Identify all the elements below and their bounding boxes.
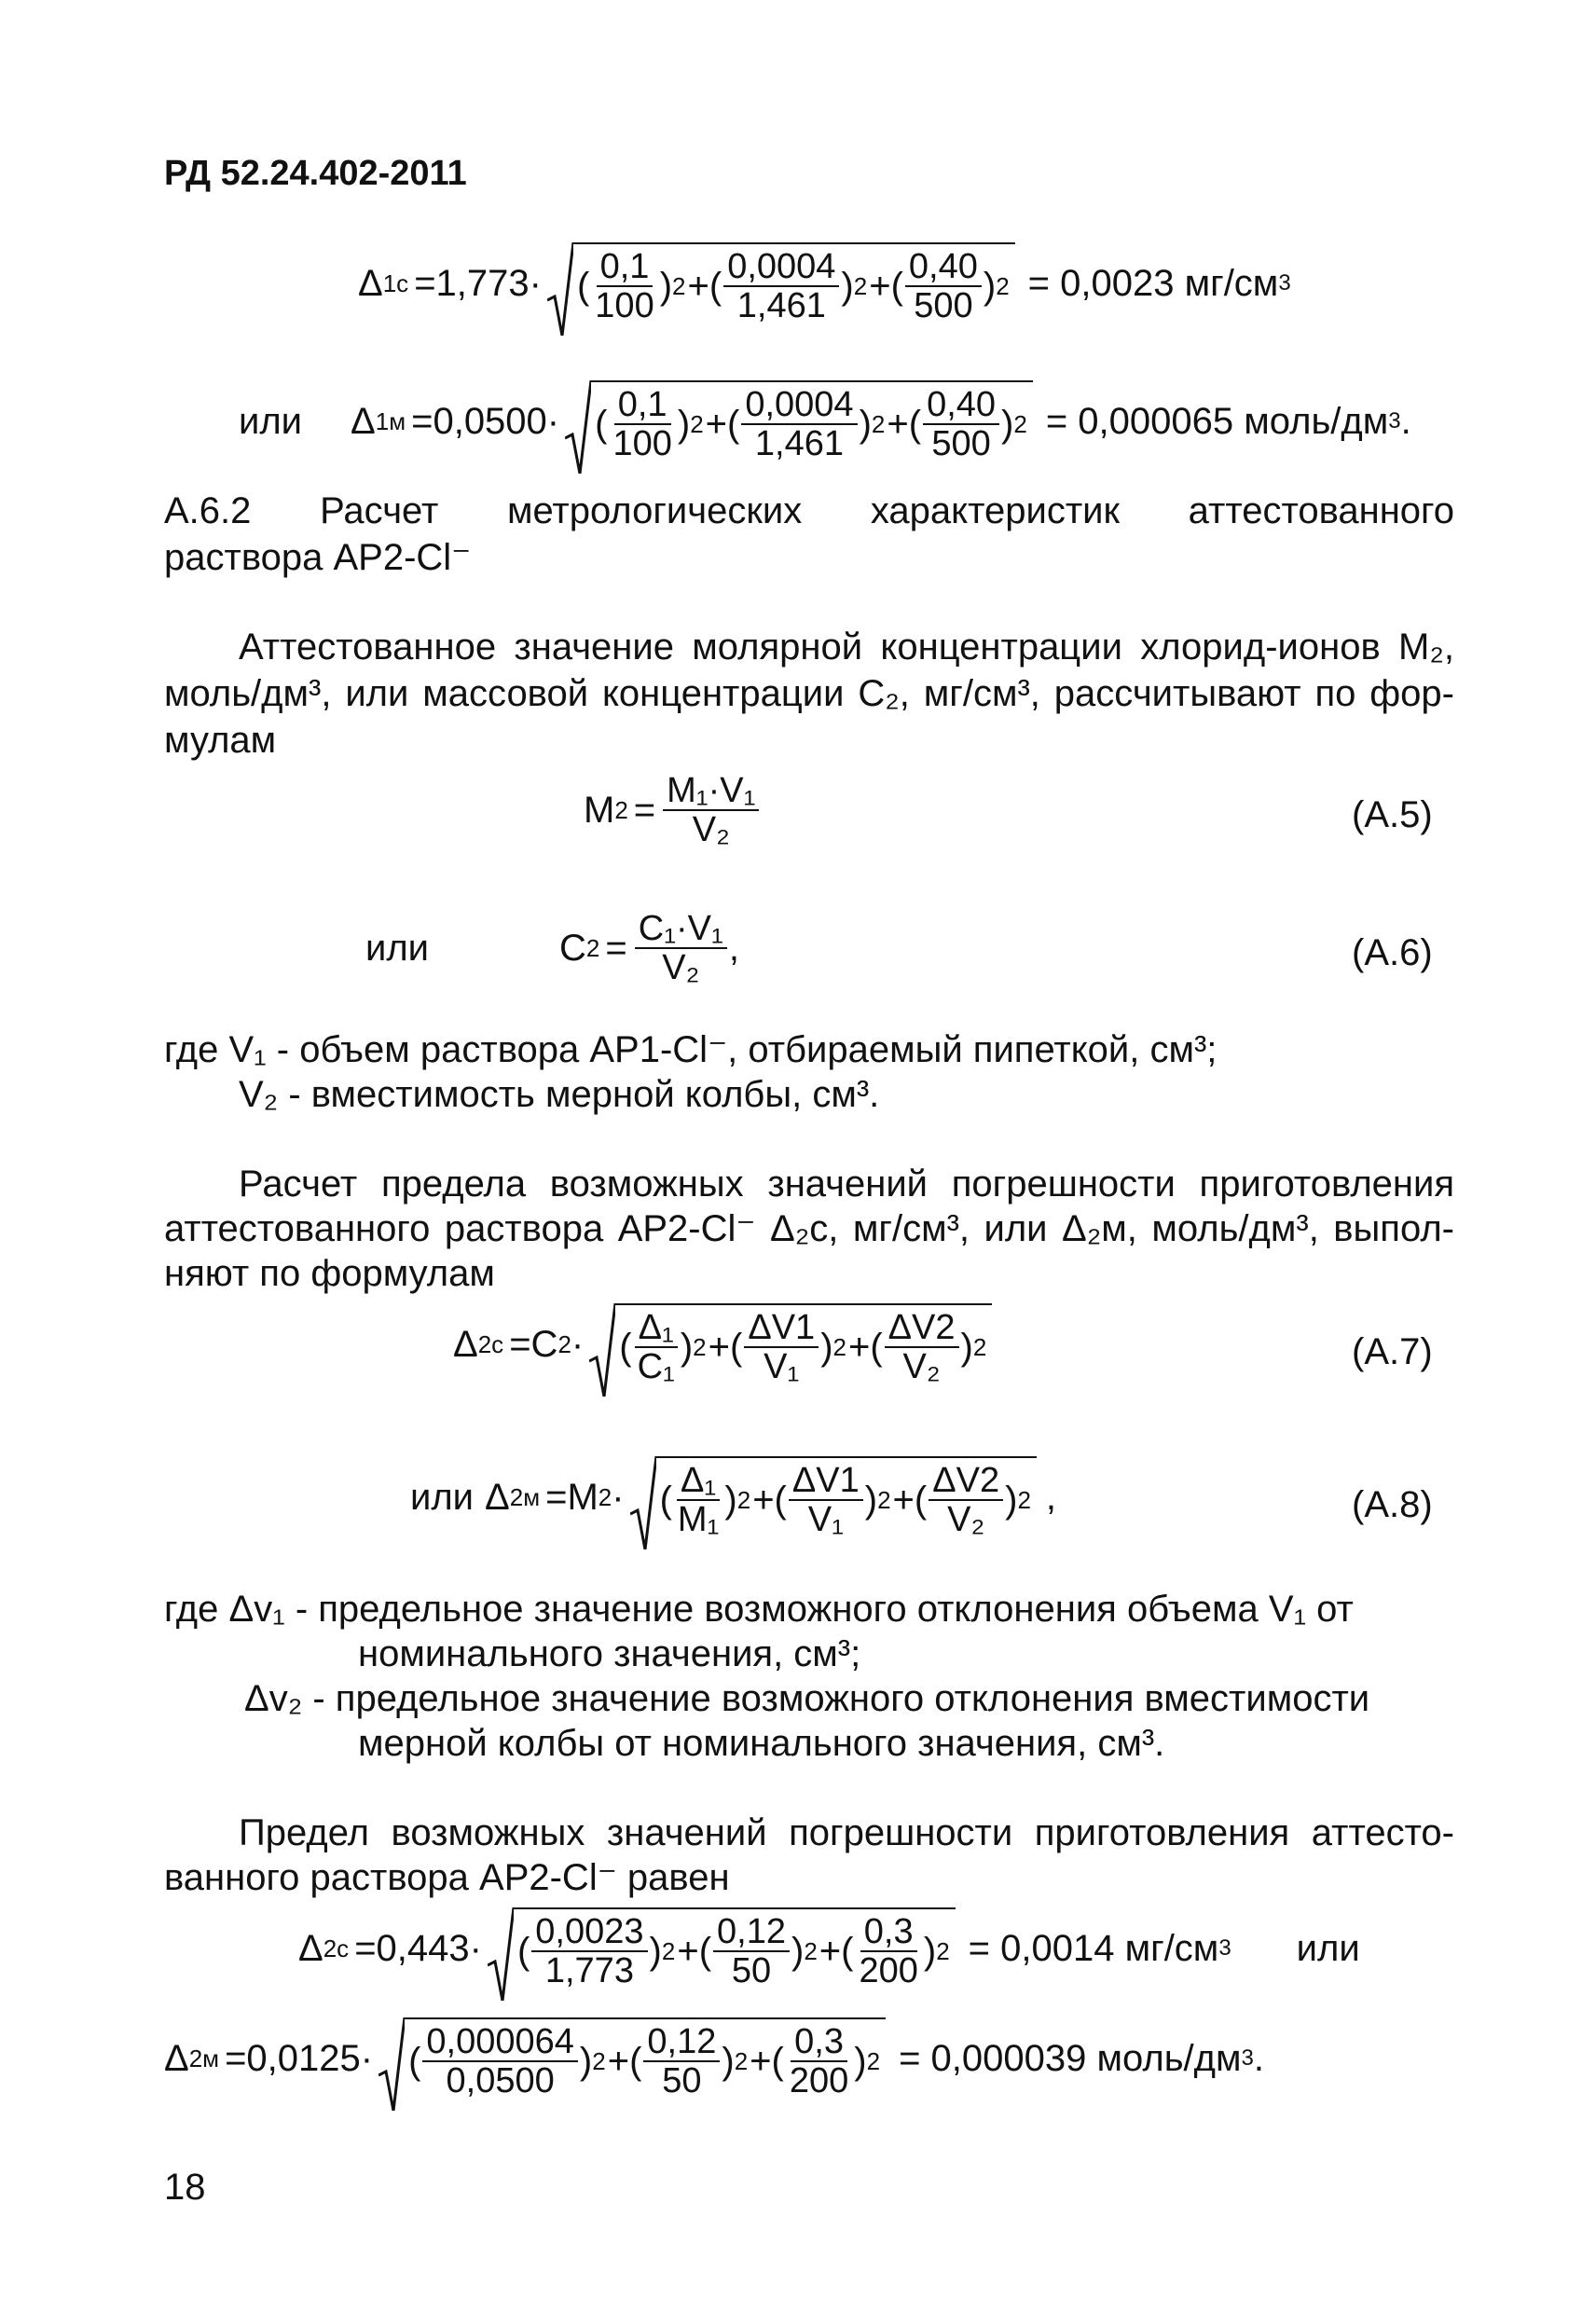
equation-a7: Δ 2с =C 2 · ( $\frac{\text{Δ₁}}{\text{C₁}}$ ) 2 +( $\frac{\Delta V1}{\text{V₁}}$ ) 2 +( $\frac{\Delta V2}{\text{V₂}}$ ) 2: [453, 1303, 992, 1406]
square-root: ( $\frac{0,1}{100}$ ) 2 +( $\frac{0,0004}{1,461}$ ) 2 +( $\frac{0,40}{500}$ ) 2: [547, 242, 1015, 324]
document-header: РД 52.24.402-2011: [164, 154, 467, 193]
square-root: ( $\frac{\text{Δ₁}}{\text{M₁}}$ ) 2 +( $\frac{\Delta V1}{\text{V₁}}$ ) 2 +( $\frac{\Delta V2}{\text{V₂}}$ ) 2: [630, 1456, 1037, 1538]
paragraph-line: няют по формулам: [164, 1253, 495, 1294]
equation-a6: или C 2 = $\frac{\text{C₁·V₁}}{\text{V₂}}$ ,: [365, 909, 739, 987]
paragraph-line: Аттестованное значение молярной концентрации хлорид-ионов М₂,: [239, 626, 1454, 668]
equation-delta-1c: Δ 1с =1,773· ( $\frac{0,1}{100}$ ) 2 +( $\frac{0,0004}{1,461}$ ) 2 +( $\frac{0,40}{500}$ ) 2 = 0,0023 мг/см 3: [358, 242, 1291, 345]
definition-line: номинального значения, см³;: [358, 1633, 861, 1674]
section-title-line: А.6.2 Расчет метрологических характеристик аттестованного: [164, 490, 1454, 531]
definition-line: V₂ - вместимость мерной колбы, см³.: [239, 1074, 880, 1115]
delta-symbol: Δ: [358, 262, 383, 304]
paragraph-line: аттестованного раствора АР2-Сl⁻ Δ₂с, мг/см³, или Δ₂м, моль/дм³, выпол-: [164, 1208, 1454, 1249]
square-root: ( $\frac{0,000064}{0,0500}$ ) 2 +( $\frac{0,12}{50}$ ) 2 +( $\frac{0,3}{200}$ ) 2: [378, 2017, 886, 2100]
page-number: 18: [164, 2167, 206, 2208]
square-root: ( $\frac{0,1}{100}$ ) 2 +( $\frac{0,0004}{1,461}$ ) 2 +( $\frac{0,40}{500}$ ) 2: [565, 380, 1033, 462]
paragraph-line: моль/дм³, или массовой концентрации С₂, мг/см³, рассчитывают по фор-: [164, 673, 1454, 714]
equation-number: (А.8): [1352, 1484, 1433, 1525]
equation-number: (А.7): [1352, 1331, 1433, 1372]
paragraph-line: ванного раствора АР2-Сl⁻ равен: [164, 1857, 730, 1898]
equation-result: = 0,0023 мг/см: [1027, 262, 1279, 304]
equation-number: (А.5): [1352, 794, 1433, 835]
equation-a5: M 2 = $\frac{\text{M₁·V₁}}{\text{V₂}}$: [584, 772, 761, 874]
definition-line: где Δv₁ - предельное значение возможного отклонения объема V₁ от: [164, 1589, 1354, 1630]
paragraph-line: мулам: [164, 720, 277, 761]
equation-delta-2c: Δ 2с =0,443· ( $\frac{0,0023}{1,773}$ ) 2 +( $\frac{0,12}{50}$ ) 2 +( $\frac{0,3}{200}$ ) 2 = 0,0014 мг/см 3 или: [298, 1907, 1360, 2010]
square-root: ( $\frac{0,0023}{1,773}$ ) 2 +( $\frac{0,12}{50}$ ) 2 +( $\frac{0,3}{200}$ ) 2: [488, 1907, 956, 1989]
equation-delta-1m: или Δ 1м =0,0500· ( $\frac{0,1}{100}$ ) 2 +( $\frac{0,0004}{1,461}$ ) 2 +( $\frac{0,40}{500}$ ) 2 = 0,000065 моль/дм 3 .: [239, 380, 1411, 483]
definition-line: мерной колбы от номинального значения, см³.: [358, 1723, 1165, 1764]
equation-delta-2m: Δ 2м =0,0125· ( $\frac{0,000064}{0,0500}$ ) 2 +( $\frac{0,12}{50}$ ) 2 +( $\frac{0,3}{200}$ ) 2 = 0,000039 моль/дм 3 .: [164, 2017, 1264, 2120]
definition-line: где V₁ - объем раствора АР1-Сl⁻, отбираемый пипеткой, см³;: [164, 1029, 1218, 1070]
definition-line: Δv₂ - предельное значение возможного отклонения вместимости: [244, 1678, 1370, 1719]
paragraph-line: Расчет предела возможных значений погрешности приготовления: [239, 1163, 1454, 1205]
equation-a8: или Δ 2м =M 2 · ( $\frac{\text{Δ₁}}{\text{M₁}}$ ) 2 +( $\frac{\Delta V1}{\text{V₁}}$ ) 2 +( $\frac{\Delta V2}{\text{V₂}}$ ) 2 ,: [410, 1456, 1056, 1559]
square-root: ( $\frac{\text{Δ₁}}{\text{C₁}}$ ) 2 +( $\frac{\Delta V1}{\text{V₁}}$ ) 2 +( $\frac{\Delta V2}{\text{V₂}}$ ) 2: [589, 1303, 992, 1385]
paragraph-line: Предел возможных значений погрешности приготовления аттесто-: [239, 1812, 1454, 1853]
section-title-line: раствора АР2-Сl⁻: [164, 537, 472, 578]
equation-number: (А.6): [1352, 932, 1433, 973]
